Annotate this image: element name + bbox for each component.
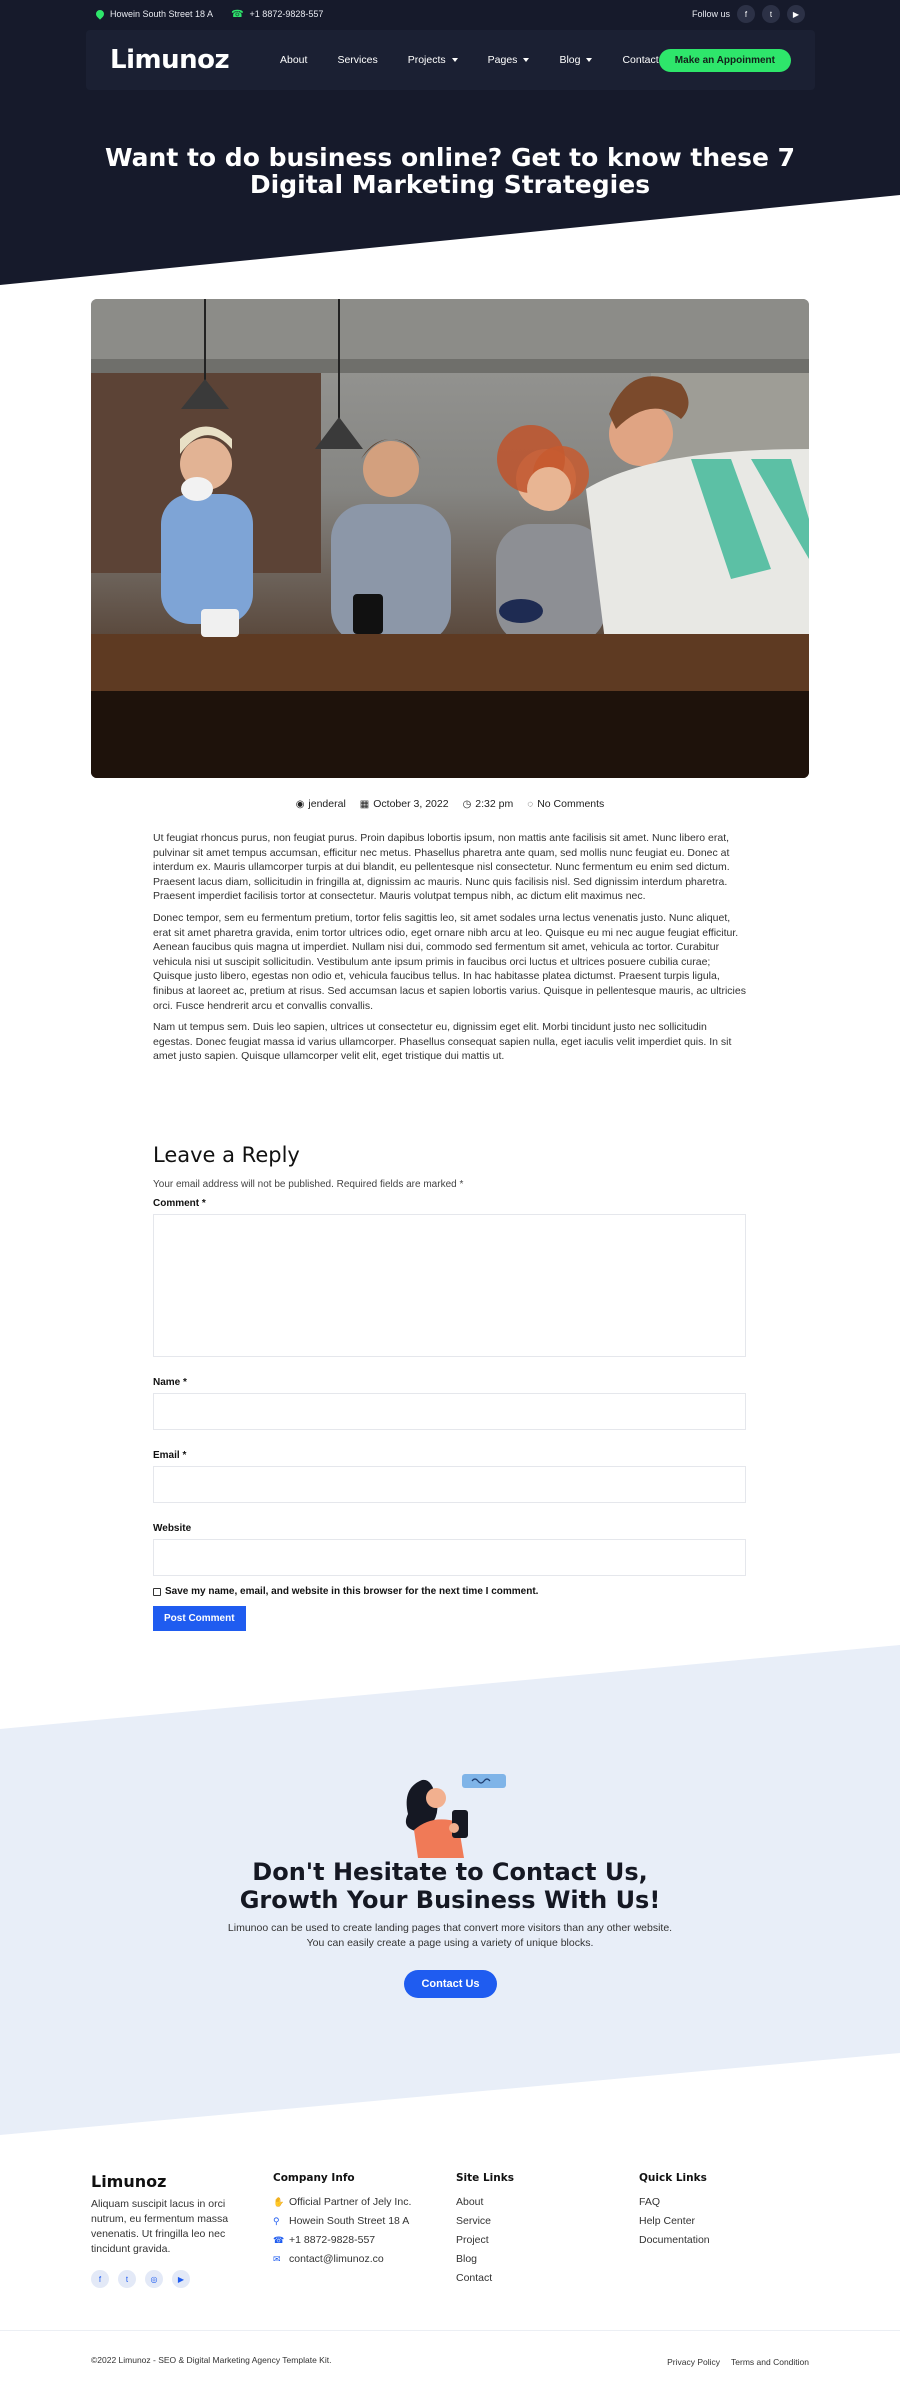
footer-site-links xyxy=(456,2172,514,2291)
footer-quick-links xyxy=(639,2172,710,2253)
footer-link[interactable]: Service xyxy=(456,2215,492,2227)
footer-link[interactable]: About xyxy=(456,2196,484,2208)
handshake-icon: ✋ xyxy=(273,2196,285,2207)
cta-title-text: Don't Hesitate to Contact Us, Growth Your Business With Us! xyxy=(239,1858,661,1914)
reply-heading: Leave a Reply xyxy=(153,1143,300,1167)
clock-icon: ◷ xyxy=(462,798,472,810)
footer-divider xyxy=(0,2330,900,2331)
nav-item-pages[interactable] xyxy=(488,54,530,66)
post-title: Want to do business online? Get to know these 7 Digital Marketing Strategies xyxy=(104,143,796,199)
cta-text-line: You can easily create a page using a variety of unique blocks. xyxy=(306,1937,594,1949)
email-field[interactable] xyxy=(153,1466,746,1503)
main-navbar xyxy=(86,30,815,90)
reply-form xyxy=(153,1143,746,1631)
site-links-heading: Site Links xyxy=(456,2172,514,2184)
topbar-address xyxy=(96,9,213,19)
save-info-label: Save my name, email, and website in this browser for the next time I comment. xyxy=(165,1586,539,1597)
nav-item-label: Services xyxy=(337,54,378,66)
name-label: Name * xyxy=(153,1377,187,1388)
comment-icon: ◌ xyxy=(527,798,534,810)
nav-item-blog[interactable] xyxy=(559,54,592,66)
company-item xyxy=(273,2215,411,2227)
footer-company xyxy=(273,2172,411,2272)
footer-about xyxy=(91,2172,241,2257)
phone-icon: ☎ xyxy=(231,8,244,20)
chevron-down-icon xyxy=(523,58,529,62)
location-pin-icon: ⚲ xyxy=(273,2215,280,2226)
company-item xyxy=(273,2196,411,2208)
top-bar xyxy=(86,0,815,28)
facebook-icon[interactable]: f xyxy=(91,2270,109,2288)
save-info-checkbox[interactable] xyxy=(153,1588,161,1596)
post-paragraph: Ut feugiat rhoncus purus, non feugiat purus. Proin dapibus lobortis ipsum, non mattis ante facilisis sit amet. Nunc libero erat, pulvinar sit amet tempus accumsan, efficitur nec metus. Phasellus pharetra ante quam, sed mollis nunc feugiat eu. Donec at interdum ex. Mauris ullamcorper turpis at dui blandit, eu pellentesque nisl consectetur. Nunc fermentum eu enim sed dictum. Praesent lacus diam, sollicitudin in fringilla at, dignissim ac mauris. Nunc quis facilisis nisl. Sed dignissim interdum pharetra. Praesent imperdiet facilisis tortor at consectetur. Mauris volutpat tempus nibh, ac dictum elit maximus nec. xyxy=(153,832,730,903)
instagram-icon[interactable]: ◎ xyxy=(145,2270,163,2288)
topbar-phone-text: +1 8872-9828-557 xyxy=(249,9,324,19)
nav-item-label: Contact xyxy=(622,54,659,66)
calendar-icon: ▦ xyxy=(359,798,370,810)
cta-text xyxy=(0,1921,900,1951)
comment-label: Comment * xyxy=(153,1198,206,1209)
site-links-list xyxy=(456,2196,514,2284)
location-pin-icon xyxy=(94,8,105,19)
cta-text-line: Limunoo can be used to create landing pages that convert more visitors than any other website. xyxy=(227,1922,673,1934)
name-field[interactable] xyxy=(153,1393,746,1430)
mail-icon: ✉ xyxy=(273,2253,281,2264)
footer-link[interactable]: Documentation xyxy=(639,2234,710,2246)
youtube-icon[interactable]: ▶ xyxy=(172,2270,190,2288)
featured-image-illustration xyxy=(91,299,809,778)
nav-item-label: Pages xyxy=(487,54,518,66)
nav-item-label: Projects xyxy=(407,54,446,66)
save-info-row xyxy=(153,1586,746,1597)
site-logo[interactable]: Limunoz xyxy=(110,45,230,75)
post-content xyxy=(153,831,746,1071)
post-meta xyxy=(0,798,900,810)
cta-title xyxy=(0,1858,900,1914)
post-paragraph: Donec tempor, sem eu fermentum pretium, tortor felis sagittis leo, sit amet sodales urna lectus venenatis justo. Nunc aliquet, erat sit amet pharetra gravida, enim tortor ultrices odio, eget ornare nibh arcu at leo. Quisque eu mi nec augue feugiat efficitur. Aenean faucibus quis magna ut imperdiet. Nullam nisi dui, commodo sed fermentum sit amet, vehicula ac tortor. Curabitur vehicula nisi ut suscipit sollicitudin. Vestibulum ante ipsum primis in faucibus orci luctus et ultrices posuere cubilia curae; Quisque justo libero, egestas non odio et, vehicula faucibus tellus. In hac habitasse platea dictumst. Praesent turpis ligula, finibus at laoreet ac, pretium at risus. Sed accumsan lacus et sapien lobortis varius. Quisque in pellentesque mauris, ac ultricies orci. Fusce hendrerit arcu et convallis convallis. xyxy=(153,911,746,1012)
footer-link[interactable]: Project xyxy=(456,2234,489,2246)
chevron-down-icon xyxy=(586,58,592,62)
company-item-text: +1 8872-9828-557 xyxy=(289,2234,376,2246)
follow-us xyxy=(692,5,805,23)
post-comment-button[interactable]: Post Comment xyxy=(153,1606,246,1631)
post-time xyxy=(463,798,514,810)
company-item-text: contact@limunoz.co xyxy=(289,2253,384,2265)
youtube-icon[interactable]: ▶ xyxy=(787,5,805,23)
legal-links xyxy=(667,2357,809,2367)
user-icon: ◉ xyxy=(295,798,305,810)
phone-icon: ☎ xyxy=(273,2234,285,2245)
company-item[interactable] xyxy=(273,2253,411,2265)
email-label: Email * xyxy=(153,1450,187,1461)
privacy-policy-link[interactable]: Privacy Policy xyxy=(667,2357,721,2367)
post-comments[interactable] xyxy=(527,798,604,810)
footer-link[interactable]: FAQ xyxy=(639,2196,661,2208)
nav-item-label: About xyxy=(280,54,308,66)
post-author[interactable] xyxy=(296,798,346,810)
follow-label: Follow us xyxy=(691,9,730,19)
twitter-icon[interactable]: t xyxy=(118,2270,136,2288)
footer-link[interactable]: Contact xyxy=(456,2272,493,2284)
post-date-text: October 3, 2022 xyxy=(373,798,449,810)
appointment-button[interactable]: Make an Appoinment xyxy=(659,49,791,72)
company-item-text: Howein South Street 18 A xyxy=(289,2215,410,2227)
nav-item-label: Blog xyxy=(559,54,581,66)
post-time-text: 2:32 pm xyxy=(475,798,514,810)
footer-logo[interactable]: Limunoz xyxy=(91,2172,167,2191)
footer-socials xyxy=(91,2270,190,2288)
topbar-phone xyxy=(231,9,323,20)
website-label: Website xyxy=(153,1523,192,1534)
facebook-icon[interactable]: f xyxy=(737,5,755,23)
nav-item-projects[interactable] xyxy=(408,54,458,66)
reply-note: Your email address will not be published. Required fields are marked * xyxy=(153,1179,464,1190)
company-list xyxy=(273,2196,411,2265)
post-comments-text: No Comments xyxy=(537,798,605,810)
featured-image xyxy=(91,299,809,778)
copyright: ©2022 Limunoz - SEO & Digital Marketing Agency Template Kit. xyxy=(91,2355,332,2365)
nav-item-services[interactable] xyxy=(337,54,377,66)
nav-item-about[interactable] xyxy=(280,54,307,66)
company-item xyxy=(273,2234,411,2246)
footer-link[interactable]: Help Center xyxy=(639,2215,696,2227)
quick-links-list xyxy=(639,2196,710,2246)
post-paragraph: Nam ut tempus sem. Duis leo sapien, ultrices ut consectetur eu, dignissim eget elit. Morbi tincidunt justo nec sollicitudin egestas. Donec feugiat massa id varius ullamcorper. Phasellus consequat sapien nulla, eget iaculis velit imperdiet quis. In sit amet justo sapien. Quisque ullamcorper velit elit, eget tristique dui mattis ut. xyxy=(153,1021,732,1063)
nav-item-contact[interactable] xyxy=(622,54,658,66)
post-author-text: jenderal xyxy=(308,798,346,810)
company-item-text: Official Partner of Jely Inc. xyxy=(289,2196,412,2208)
twitter-icon[interactable]: t xyxy=(762,5,780,23)
chevron-down-icon xyxy=(452,58,458,62)
company-heading: Company Info xyxy=(273,2172,355,2184)
quick-links-heading: Quick Links xyxy=(639,2172,707,2184)
terms-link[interactable]: Terms and Condition xyxy=(731,2357,809,2367)
post-date[interactable] xyxy=(360,798,449,810)
footer-link[interactable]: Blog xyxy=(456,2253,478,2265)
comment-textarea[interactable] xyxy=(153,1214,746,1357)
contact-us-button[interactable]: Contact Us xyxy=(404,1970,497,1998)
topbar-address-text: Howein South Street 18 A xyxy=(110,9,214,19)
footer-description: Aliquam suscipit lacus in orci nutrum, eu fermentum massa venenatis. Ut fringilla leo nec tincidunt gravida. xyxy=(91,2198,229,2255)
contact-illustration xyxy=(392,1770,510,1858)
website-field[interactable] xyxy=(153,1539,746,1576)
nav-menu xyxy=(280,54,659,66)
